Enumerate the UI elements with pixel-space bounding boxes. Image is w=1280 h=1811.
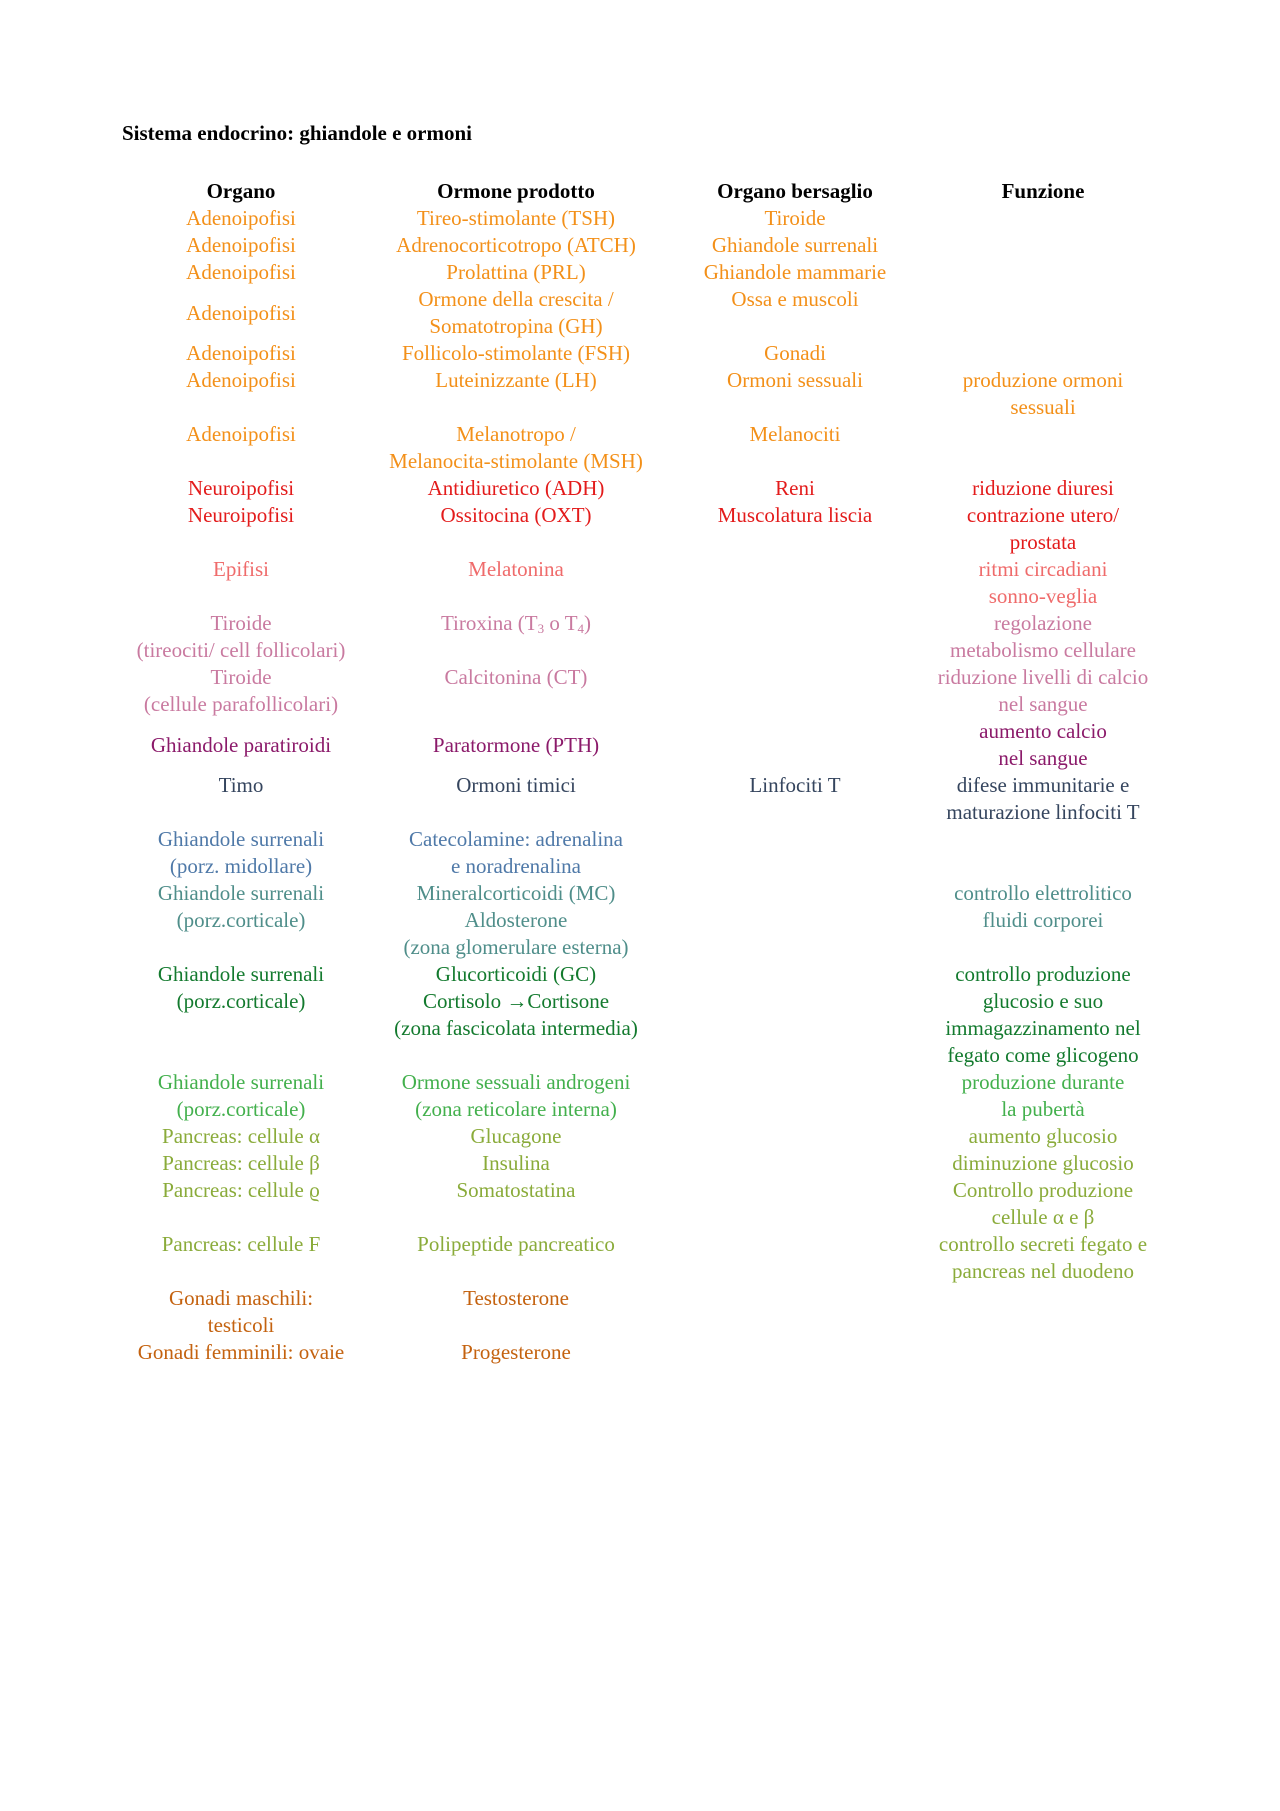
table-row: [0, 286, 1280, 340]
table-row: [0, 1177, 1280, 1231]
cell-text-line: immagazzinamento nel: [945, 1016, 1141, 1040]
cell-text-line: Mineralcorticoidi (MC): [416, 881, 616, 905]
organo-cell: [91, 1150, 391, 1177]
cell-text-line: Ghiandole surrenali: [157, 962, 325, 986]
ormone-cell: [366, 610, 666, 664]
cell-text-line: Ossa e muscoli: [731, 287, 859, 311]
organo-cell: [91, 961, 391, 1069]
table-row: [0, 826, 1280, 880]
organo-cell: [91, 502, 391, 556]
funzione-cell: [893, 421, 1193, 475]
cell-text-line: Ghiandole surrenali: [157, 827, 325, 851]
cell-text-line: controllo secreti fegato e: [938, 1232, 1148, 1256]
ormone-cell: [366, 475, 666, 502]
cell-text-line: Somatotropina (GH): [429, 314, 603, 338]
organo-cell: [91, 286, 391, 340]
cell-text-line: Melanocita-stimolante (MSH): [389, 449, 643, 473]
table-row: [0, 1150, 1280, 1177]
organo-cell: [91, 1285, 391, 1339]
cell-text-line: Progesterone: [461, 1340, 571, 1364]
cell-text-line: fegato come glicogeno: [947, 1043, 1139, 1067]
cell-text-line: Controllo produzione: [952, 1178, 1134, 1202]
funzione-cell: [893, 826, 1193, 880]
ormone-cell: [366, 1231, 666, 1285]
cell-text-line: Linfociti T: [749, 773, 841, 797]
cell-text-line: riduzione diuresi: [972, 476, 1114, 500]
funzione-cell: [893, 232, 1193, 259]
cell-text-line: cellule α e β: [991, 1205, 1095, 1229]
funzione-cell: [893, 610, 1193, 664]
table-row: [0, 205, 1280, 232]
header-organo: Organo: [206, 179, 276, 203]
ormone-cell: [366, 1285, 666, 1339]
funzione-cell: [893, 664, 1193, 718]
cell-text-line: e noradrenalina: [450, 854, 581, 878]
table-row: [0, 367, 1280, 421]
cell-text-line: Gonadi femminili: ovaie: [137, 1340, 345, 1364]
cell-text-line: Adenoipofisi: [186, 300, 296, 325]
funzione-cell: [893, 1339, 1193, 1366]
table-row: [0, 1285, 1280, 1339]
ormone-cell: [366, 421, 666, 475]
cell-text-line: Ormone sessuali androgeni: [401, 1070, 631, 1094]
cell-text-line: Tiroide: [210, 611, 272, 635]
cell-text-line: Antidiuretico (ADH): [427, 476, 605, 500]
cell-text-line: Somatostatina: [456, 1178, 576, 1202]
cell-text-line: (porz.corticale): [176, 989, 306, 1013]
funzione-cell: [893, 367, 1193, 421]
cell-text-line: fluidi corporei: [982, 908, 1104, 932]
ormone-cell: [366, 232, 666, 259]
ormone-cell: [366, 772, 666, 826]
cell-text-line: Pancreas: cellule α: [162, 1124, 320, 1148]
cell-text-line: Adenoipofisi: [186, 422, 296, 446]
cell-text-line: Pancreas: cellule β: [162, 1151, 320, 1175]
table-row: [0, 502, 1280, 556]
organo-cell: [91, 1123, 391, 1150]
cell-text-line: Timo: [218, 773, 264, 797]
cell-text-line: pancreas nel duodeno: [952, 1259, 1134, 1283]
funzione-cell: [893, 1150, 1193, 1177]
cell-text-line: prostata: [1009, 530, 1077, 554]
funzione-cell: [893, 1231, 1193, 1285]
cell-text-line: Adenoipofisi: [186, 341, 296, 365]
cell-text-line: Melatonina: [468, 557, 564, 581]
header-organo-bersaglio: Organo bersaglio: [717, 179, 873, 203]
cell-text-line: Ghiandole surrenali: [157, 1070, 325, 1094]
cell-text-line: Gonadi maschili:: [168, 1286, 314, 1310]
funzione-cell: [893, 259, 1193, 286]
cell-text-line: la pubertà: [1001, 1097, 1085, 1121]
cell-text-line: (cellule parafollicolari): [143, 692, 339, 716]
organo-cell: [91, 367, 391, 421]
cell-text-line: Prolattina (PRL): [446, 260, 586, 284]
cell-text-line: Adrenocorticotropo (ATCH): [396, 233, 636, 257]
table-row: [0, 1123, 1280, 1150]
cell-text-line: maturazione linfociti T: [946, 800, 1140, 824]
organo-cell: [91, 1231, 391, 1285]
ormone-cell: [366, 502, 666, 556]
organo-cell: [91, 340, 391, 367]
cell-text-line: Tiroide: [210, 665, 272, 689]
organo-cell: [91, 880, 391, 961]
table-row: [0, 232, 1280, 259]
funzione-cell: [893, 340, 1193, 367]
cell-text-line: sonno-veglia: [988, 584, 1098, 608]
cell-text-line: regolazione: [994, 611, 1092, 635]
ormone-cell: [366, 367, 666, 421]
cell-text-line: Neuroipofisi: [187, 503, 295, 527]
cell-text-line: Adenoipofisi: [186, 260, 296, 284]
cell-text-line: contrazione utero/: [966, 503, 1120, 527]
cell-text-line: riduzione livelli di calcio: [937, 665, 1149, 689]
header-funzione: Funzione: [1001, 179, 1085, 203]
cell-text-line: Cortisolo →Cortisone: [422, 989, 610, 1013]
cell-text-line: Pancreas: cellule ϱ: [162, 1178, 320, 1202]
funzione-cell: [893, 556, 1193, 610]
cell-text-line: Paratormone (PTH): [432, 732, 600, 757]
cell-text-line: produzione ormoni: [962, 368, 1124, 392]
cell-text-line: Catecolamine: adrenalina: [409, 827, 623, 851]
cell-text-line: Calcitonina (CT): [444, 665, 588, 689]
ormone-cell: [366, 340, 666, 367]
ormone-cell: [366, 718, 666, 772]
cell-text-line: Glucagone: [470, 1124, 562, 1148]
cell-text-line: glucosio e suo: [982, 989, 1104, 1013]
funzione-cell: [893, 1069, 1193, 1123]
cell-text-line: (tireociti/ cell follicolari): [136, 638, 346, 662]
funzione-cell: [893, 1285, 1193, 1339]
ormone-cell: [366, 1123, 666, 1150]
cell-text-line: diminuzione glucosio: [952, 1151, 1134, 1175]
organo-cell: [91, 232, 391, 259]
cell-text-line: Ghiandole mammarie: [703, 260, 887, 284]
ormone-cell: [366, 205, 666, 232]
table-row: [0, 610, 1280, 664]
cell-text-line: Insulina: [482, 1151, 550, 1175]
cell-text-line: Luteinizzante (LH): [435, 368, 597, 392]
cell-text-line: (porz.corticale): [176, 1097, 306, 1121]
funzione-cell: [893, 718, 1193, 772]
ormone-cell: [366, 286, 666, 340]
funzione-cell: [893, 961, 1193, 1069]
cell-text-line: aumento glucosio: [968, 1124, 1118, 1148]
cell-text-line: Melanociti: [749, 422, 841, 446]
cell-text-line: nel sangue: [998, 746, 1088, 770]
cell-text-line: Ghiandole surrenali: [711, 233, 879, 257]
table-row: [0, 1339, 1280, 1366]
organo-cell: [91, 1177, 391, 1231]
cell-text-line: Adenoipofisi: [186, 206, 296, 230]
cell-text-line: testicoli: [207, 1313, 275, 1337]
cell-text-line: Melanotropo /: [456, 422, 576, 446]
organo-cell: [91, 1069, 391, 1123]
cell-text-line: sessuali: [1010, 395, 1076, 419]
table-row: [0, 718, 1280, 772]
funzione-cell: [893, 1123, 1193, 1150]
organo-cell: [91, 718, 391, 772]
ormone-cell: [366, 961, 666, 1069]
table-row: [0, 421, 1280, 475]
table-row: [0, 259, 1280, 286]
page-title: Sistema endocrino: ghiandole e ormoni: [122, 121, 472, 145]
funzione-cell: [893, 205, 1193, 232]
cell-text-line: Tiroide: [764, 206, 826, 230]
organo-cell: [91, 772, 391, 826]
cell-text-line: Epifisi: [213, 557, 269, 581]
table-row: [0, 772, 1280, 826]
organo-cell: [91, 421, 391, 475]
cell-text-line: Follicolo-stimolante (FSH): [401, 341, 631, 365]
organo-cell: [91, 259, 391, 286]
cell-text-line: Adenoipofisi: [186, 233, 296, 257]
ormone-cell: [366, 1069, 666, 1123]
cell-text-line: Ormoni timici: [456, 773, 576, 797]
funzione-cell: [893, 1177, 1193, 1231]
funzione-cell: [893, 502, 1193, 556]
cell-text-line: Neuroipofisi: [187, 476, 295, 500]
funzione-cell: [893, 772, 1193, 826]
cell-text-line: Ormone della crescita /: [418, 287, 614, 311]
cell-text-line: aumento calcio: [979, 719, 1107, 743]
table-row: [0, 880, 1280, 961]
cell-text-line: controllo elettrolitico: [954, 881, 1132, 905]
cell-text-line: Aldosterone: [464, 908, 568, 932]
cell-text-line: Pancreas: cellule F: [161, 1232, 321, 1256]
cell-text-line: Polipeptide pancreatico: [417, 1232, 615, 1256]
cell-text-line: (zona fascicolata intermedia): [394, 1016, 638, 1040]
cell-text-line: controllo produzione: [955, 962, 1131, 986]
ormone-cell: [366, 1339, 666, 1366]
cell-text-line: Reni: [775, 476, 815, 500]
cell-text-line: nel sangue: [998, 692, 1088, 716]
ormone-cell: [366, 664, 666, 718]
organo-cell: [91, 556, 391, 610]
cell-text-line: Ghiandole paratiroidi: [150, 732, 332, 757]
cell-text-line: Muscolatura liscia: [717, 503, 873, 527]
funzione-cell: [893, 880, 1193, 961]
funzione-cell: [893, 475, 1193, 502]
table-row: [0, 556, 1280, 610]
cell-text-line: (zona glomerulare esterna): [403, 935, 629, 959]
cell-text-line: difese immunitarie e: [956, 773, 1130, 797]
organo-cell: [91, 610, 391, 664]
cell-text-line: Adenoipofisi: [186, 368, 296, 392]
header-ormone-prodotto: Ormone prodotto: [437, 179, 595, 203]
table-row: [0, 664, 1280, 718]
cell-text-line: (porz.corticale): [176, 908, 306, 932]
endocrine-table: [0, 178, 1280, 1366]
cell-text-line: Glucorticoidi (GC): [435, 962, 597, 986]
ormone-cell: [366, 1177, 666, 1231]
cell-text-line: Testosterone: [463, 1286, 569, 1310]
cell-text-line: Ossitocina (OXT): [440, 503, 592, 527]
organo-cell: [91, 1339, 391, 1366]
ormone-cell: [366, 1150, 666, 1177]
ormone-cell: [366, 556, 666, 610]
cell-text-line: Tireo-stimolante (TSH): [416, 206, 616, 230]
organo-cell: [91, 205, 391, 232]
ormone-cell: [366, 826, 666, 880]
table-row: [0, 340, 1280, 367]
table-header-row: [0, 178, 1280, 205]
ormone-cell: [366, 259, 666, 286]
cell-text-line: Tiroxina ($T_3$ o $T_4$): [440, 611, 592, 636]
cell-text-line: metabolismo cellulare: [949, 638, 1137, 662]
ormone-cell: [366, 880, 666, 961]
organo-cell: [91, 475, 391, 502]
organo-cell: [91, 826, 391, 880]
funzione-cell: [893, 286, 1193, 340]
cell-text-line: Gonadi: [764, 341, 826, 365]
table-row: [0, 961, 1280, 1069]
cell-text-line: (porz. midollare): [169, 854, 313, 878]
organo-cell: [91, 664, 391, 718]
cell-text-line: (zona reticolare interna): [415, 1097, 617, 1121]
table-row: [0, 1069, 1280, 1123]
table-row: [0, 1231, 1280, 1285]
cell-text-line: Ormoni sessuali: [727, 368, 863, 392]
table-row: [0, 475, 1280, 502]
cell-text-line: ritmi circadiani: [978, 557, 1108, 581]
table-body: [0, 205, 1280, 1366]
cell-text-line: produzione durante: [961, 1070, 1125, 1094]
cell-text-line: Ghiandole surrenali: [157, 881, 325, 905]
